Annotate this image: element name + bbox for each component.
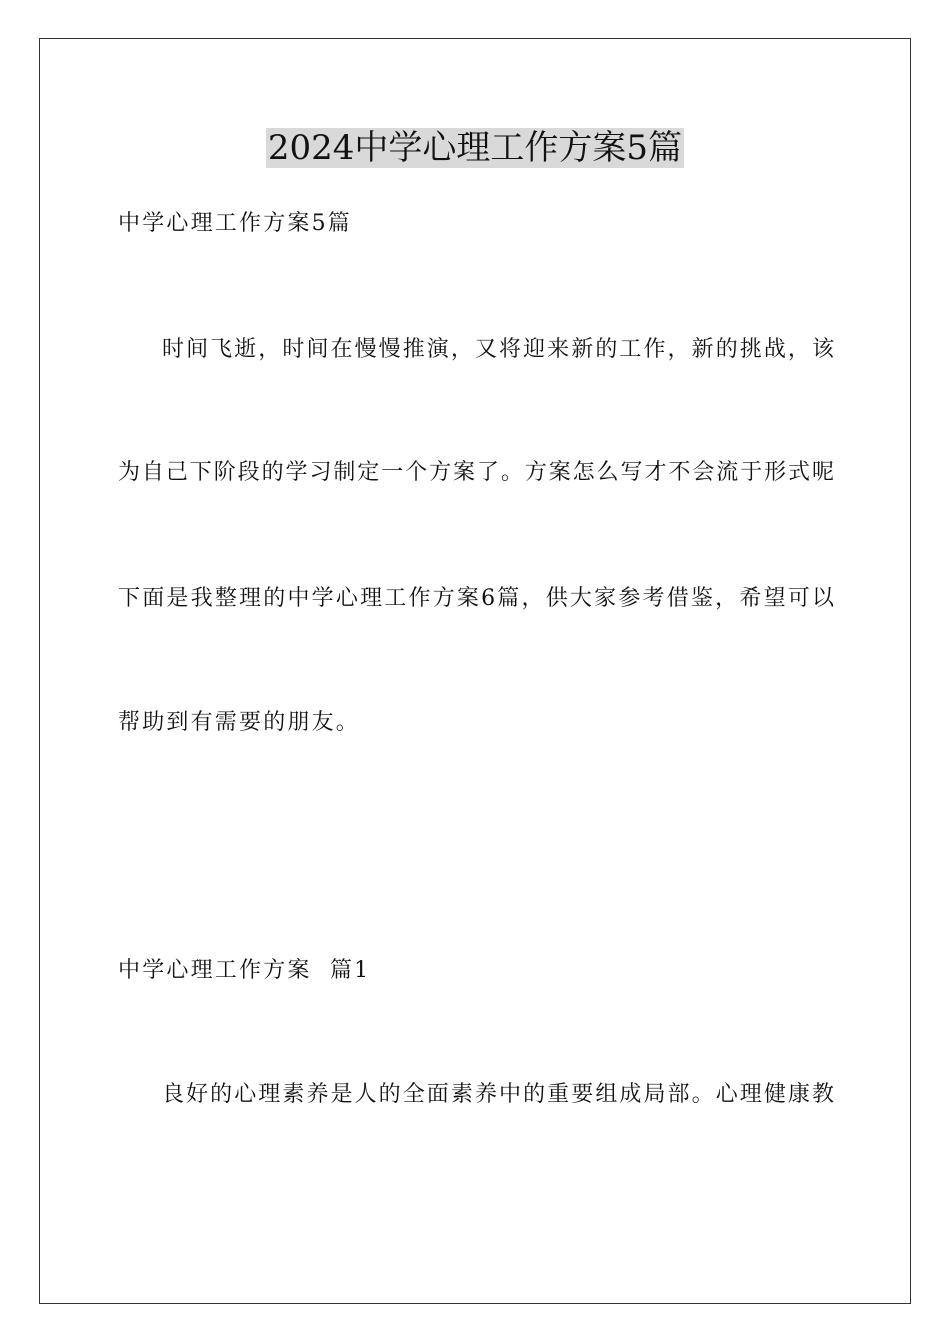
paragraph-line: 帮助到有需要的朋友。 bbox=[118, 710, 361, 735]
document-title-text: 2024中学心理工作方案5篇 bbox=[267, 128, 683, 168]
document-subtitle: 中学心理工作方案5篇 bbox=[118, 211, 352, 236]
paragraph-line: 良好的心理素养是人的全面素养中的重要组成局部。心理健康教 bbox=[162, 1082, 834, 1107]
paragraph-line: 时间飞逝，时间在慢慢推演，又将迎来新的工作，新的挑战，该 bbox=[162, 337, 834, 362]
paragraph-line: 为自己下阶段的学习制定一个方案了。方案怎么写才不会流于形式呢 bbox=[118, 460, 834, 485]
paragraph-line: 下面是我整理的中学心理工作方案6篇，供大家参考借鉴，希望可以 bbox=[118, 586, 834, 611]
section-heading: 中学心理工作方案 篇1 bbox=[118, 958, 371, 983]
document-title bbox=[0, 126, 950, 170]
